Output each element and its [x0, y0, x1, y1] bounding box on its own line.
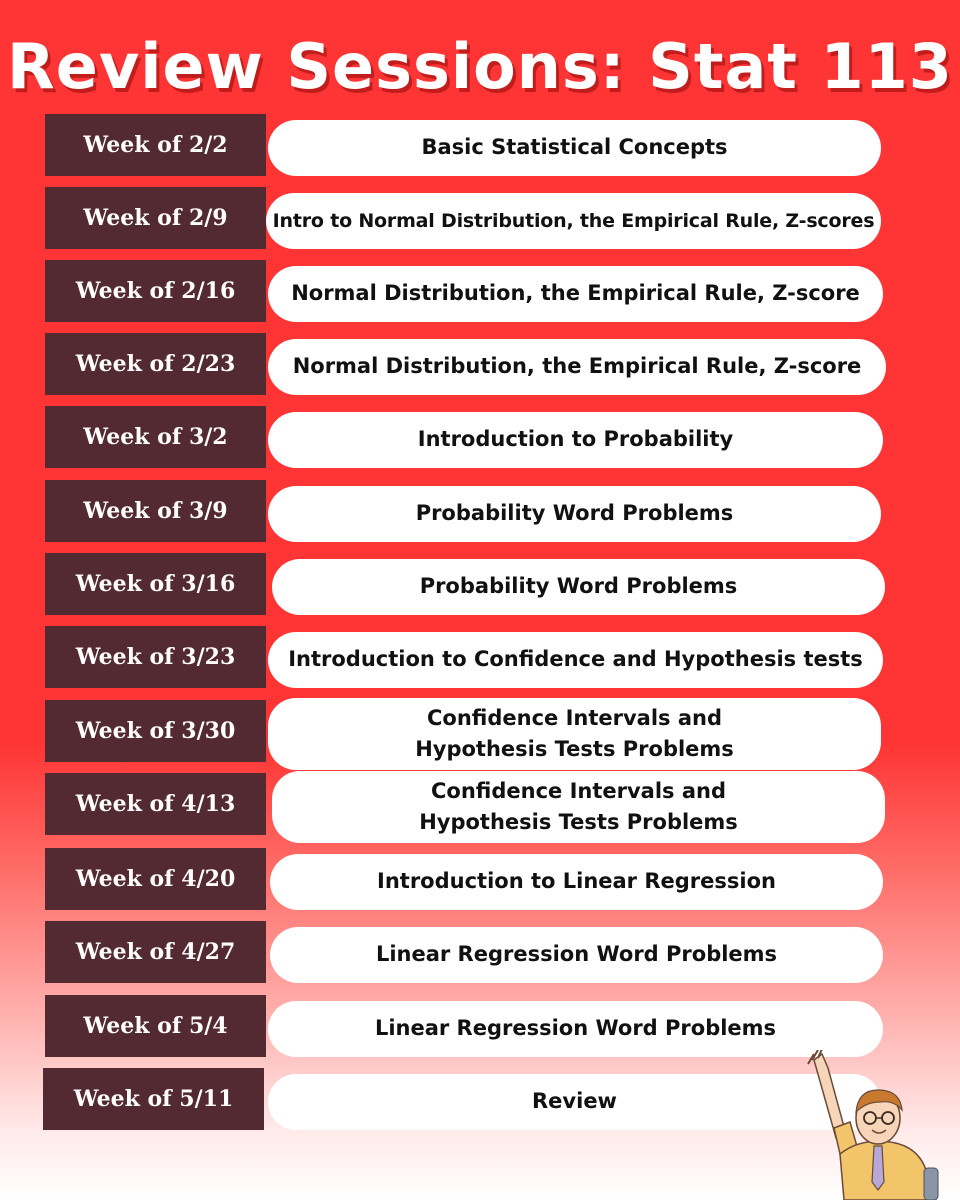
- topic-pill: Basic Statistical Concepts: [268, 120, 881, 176]
- week-label: Week of 3/30: [45, 700, 266, 762]
- week-label: Week of 3/23: [45, 626, 266, 688]
- week-label: Week of 2/2: [45, 114, 266, 176]
- topic-pill: Probability Word Problems: [272, 559, 885, 615]
- topic-pill: Linear Regression Word Problems: [268, 1001, 883, 1057]
- session-row: [0, 626, 960, 688]
- week-label: Week of 4/13: [45, 773, 266, 835]
- session-row: [0, 700, 960, 762]
- week-label: Week of 2/23: [45, 333, 266, 395]
- session-row: [0, 114, 960, 176]
- topic-pill: Introduction to Probability: [268, 412, 883, 468]
- topic-pill: Normal Distribution, the Empirical Rule, Z-score: [268, 266, 883, 322]
- week-label: Week of 2/9: [45, 187, 266, 249]
- topic-pill: Introduction to Linear Regression: [270, 854, 883, 910]
- week-label: Week of 4/27: [45, 921, 266, 983]
- topic-pill: Review: [268, 1074, 881, 1130]
- week-label: Week of 5/4: [45, 995, 266, 1057]
- week-label: Week of 2/16: [45, 260, 266, 322]
- session-row: [0, 187, 960, 249]
- waving-student-icon: [800, 1050, 960, 1200]
- topic-pill: Intro to Normal Distribution, the Empirical Rule, Z-scores: [266, 193, 881, 249]
- session-row: [0, 773, 960, 835]
- session-row: [0, 553, 960, 615]
- session-row: [0, 480, 960, 542]
- week-label: Week of 5/11: [43, 1068, 264, 1130]
- week-label: Week of 3/9: [45, 480, 266, 542]
- page-title: Review Sessions: Stat 113: [7, 30, 953, 103]
- topic-pill: Probability Word Problems: [268, 486, 881, 542]
- session-row: [0, 921, 960, 983]
- session-row: [0, 995, 960, 1057]
- week-label: Week of 3/16: [45, 553, 266, 615]
- session-row: [0, 848, 960, 910]
- topic-pill: Linear Regression Word Problems: [270, 927, 883, 983]
- week-label: Week of 3/2: [45, 406, 266, 468]
- topic-pill: Confidence Intervals and Hypothesis Tests Problems: [268, 698, 881, 770]
- topic-pill: Normal Distribution, the Empirical Rule, Z-score: [268, 339, 886, 395]
- topic-pill: Introduction to Confidence and Hypothesis tests: [268, 632, 883, 688]
- session-row: [0, 260, 960, 322]
- session-row: [0, 333, 960, 395]
- session-row: [0, 406, 960, 468]
- week-label: Week of 4/20: [45, 848, 266, 910]
- topic-pill: Confidence Intervals and Hypothesis Tests Problems: [272, 771, 885, 843]
